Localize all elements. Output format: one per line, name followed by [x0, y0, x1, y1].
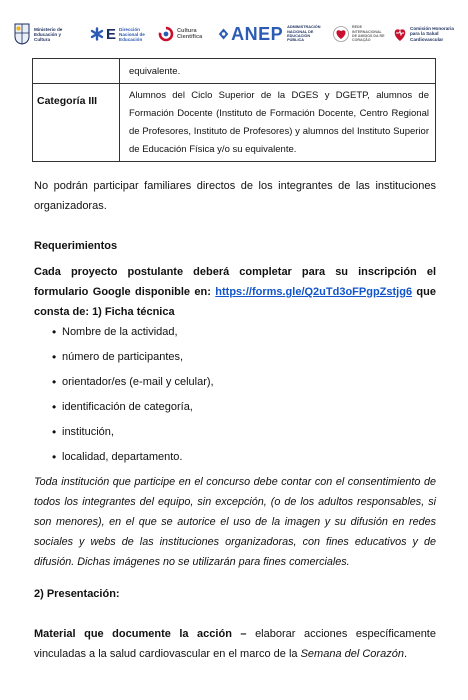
list-item: • localidad, departamento.	[52, 447, 214, 472]
logo-ministerio	[14, 18, 80, 50]
table-row	[33, 59, 436, 84]
comision-text: Comisión Honoraria para la Salud Cardiovascular	[410, 25, 454, 42]
table-row	[33, 84, 436, 162]
table-cell-category: Categoría III	[33, 84, 120, 162]
requerimientos-heading: Requerimientos	[34, 240, 118, 252]
logo-direccion: E Dirección Nacional de Educación	[90, 18, 156, 50]
table-cell-desc: Alumnos del Ciclo Superior de la DGES y DGETP, alumnos de Formación Docente (Instituto de Formación Docente, Centro Regional de Profesores, Instituto de Profesores) y alumnos del Instituto Superior de Educación Física y/o su equivalente.	[120, 84, 436, 162]
table-cell-desc: equivalente.	[120, 59, 436, 84]
asterisk-icon	[90, 27, 104, 41]
ministerio-text: Ministerio de Educación y Cultura	[34, 26, 63, 42]
swirl-icon	[158, 26, 174, 42]
uruguay-shield-icon	[14, 23, 30, 45]
requerimientos-paragraph	[34, 262, 436, 322]
anep-sub-text: ADMINISTRACIÓN NACIONAL DE EDUCACIÓN PÚBLICA	[287, 25, 321, 43]
form-link[interactable]: https://forms.gle/Q2uTd3oFPgpZstjg6	[215, 286, 413, 298]
material-italic: Semana del Corazón	[300, 648, 404, 660]
logo-red-internacional	[332, 18, 388, 50]
logo-comision-honoraria	[392, 18, 456, 50]
direccion-text: Dirección Nacional de Educación	[119, 26, 145, 42]
ficha-tecnica-list	[52, 322, 214, 472]
anep-text: ANEP	[231, 23, 284, 44]
anep-mark-icon	[218, 26, 229, 42]
heart-network-icon	[332, 25, 350, 43]
header-logos	[14, 18, 456, 50]
material-end: .	[403, 648, 407, 660]
logo-anep	[218, 18, 322, 50]
list-item: • Nombre de la actividad,	[52, 322, 214, 347]
heart-logo-icon	[392, 25, 408, 43]
presentacion-heading: 2) Presentación:	[34, 588, 120, 600]
list-item: • institución,	[52, 422, 214, 447]
logo-cultura-cientifica	[158, 18, 212, 50]
consent-paragraph: Toda institución que participe en el concurso debe contar con el consentimiento de todos los integrantes del equipo, sin excepción, (o de los adultos responsables, si son menores), en el que se autorice el uso de la imagen y su difusión en redes sociales y webs de las instituciones organizadoras, con fines educativos y de difusión. Dichas imágenes no se utilizarán para fines comerciales.	[34, 476, 436, 568]
material-bold: Material que documente la acción –	[34, 628, 247, 640]
list-item: • identificación de categoría,	[52, 397, 214, 422]
list-item: • orientador/es (e-mail y celular),	[52, 372, 214, 397]
req-text-after: que consta de: 1) Ficha técnica	[34, 286, 436, 318]
list-item: • número de participantes,	[52, 347, 214, 372]
table-cell-empty	[33, 59, 120, 84]
material-paragraph	[34, 624, 436, 664]
cultura-text: Cultura Científica	[177, 27, 203, 40]
red-text: REDE INTERNACIONAL DE AMIGOS DA RE CORAÇÃO	[352, 25, 385, 43]
material-text: elaborar acciones específicamente vinculadas a la salud cardiovascular en el marco de la	[34, 628, 436, 660]
req-text-before: Cada proyecto postulante deberá completar para su inscripción el formulario Google disponible en:	[34, 266, 436, 298]
exclusion-paragraph: No podrán participar familiares directos de los integrantes de las instituciones organizadoras.	[34, 180, 436, 212]
category-table	[32, 58, 436, 162]
